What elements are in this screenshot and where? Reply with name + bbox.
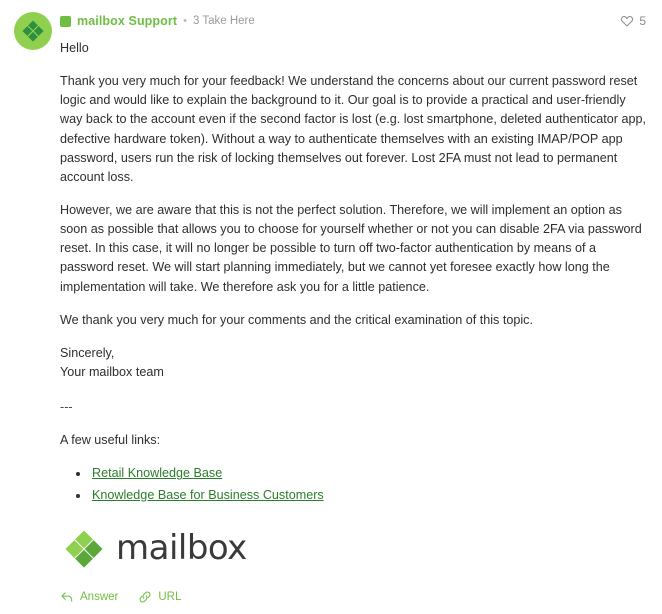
mailbox-wordmark: mailbox <box>116 527 247 568</box>
signature-line-1: Sincerely, <box>60 345 115 360</box>
heart-icon <box>620 14 634 28</box>
list-item <box>90 464 648 483</box>
list-item <box>90 486 648 505</box>
greeting: Hello <box>60 41 89 55</box>
mailbox-logo-avatar-icon <box>20 18 46 44</box>
url-label: URL <box>158 591 182 604</box>
post-actions <box>60 590 648 614</box>
mailbox-logo-icon <box>62 527 106 571</box>
post-content <box>60 39 648 574</box>
avatar[interactable] <box>14 12 52 50</box>
paragraph-3: We thank you very much for your comments and the critical examination of this topic. <box>60 312 533 327</box>
signature-line-2: Your mailbox team <box>60 364 164 379</box>
paragraph-1: Thank you very much for your feedback! We understand the concerns about our current password reset logic and would like to explain the background to it. Our goal is to provide a practical and user-friendly way back to the account even if the second factor is lost (e.g. lost smartphone, deleted authenticator app, defective hardware token). Without a way to authenticate themselves with an existing IMAP/POP app password, users run the risk of locking themselves out forever. Lost 2FA must not lead to permanent account loss. <box>60 74 646 184</box>
avatar-column <box>14 10 60 500</box>
staff-badge-icon <box>60 16 71 27</box>
like-count: 5 <box>639 14 646 28</box>
useful-links-list <box>60 464 648 504</box>
mailbox-logo <box>62 523 648 575</box>
answer-label: Answer <box>80 591 119 604</box>
link-retail-knowledge-base[interactable]: Retail Knowledge Base <box>92 466 223 481</box>
like-counter[interactable] <box>620 14 648 28</box>
text-separator: --- <box>60 400 73 415</box>
reply-arrow-icon <box>60 590 74 604</box>
links-intro: A few useful links: <box>60 433 161 448</box>
link-business-knowledge-base[interactable]: Knowledge Base for Business Customers <box>92 487 324 502</box>
answer-button[interactable] <box>60 590 118 604</box>
url-button[interactable] <box>138 590 181 604</box>
post-body <box>60 10 648 604</box>
post-timestamp: 3 Take Here <box>192 15 255 27</box>
link-chain-icon <box>138 590 152 604</box>
paragraph-2: However, we are aware that this is not the perfect solution. Therefore, we will implement an option as soon as possible that allows you to choose for yourself whether or not you can disable 2FA via password reset. In this case, it will no longer be possible to turn off two-factor authentication by means of a password reset. We will start planning immediately, but we cannot yet foresee exactly how long the implementation will take. We therefore ask you for a little patience. <box>60 202 642 294</box>
author-name[interactable]: mailbox Support <box>77 14 178 28</box>
signature <box>60 344 648 382</box>
post-header <box>60 12 648 30</box>
header-separator: • <box>183 15 187 27</box>
